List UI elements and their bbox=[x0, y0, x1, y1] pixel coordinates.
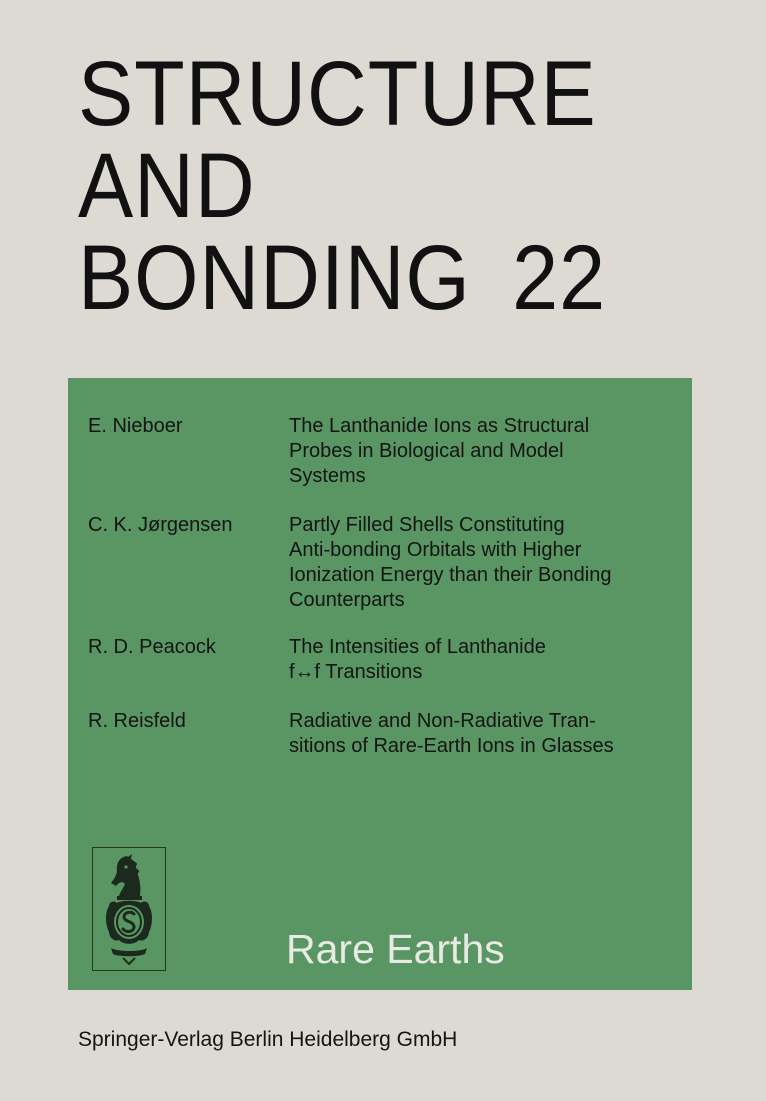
entry-title-line: Anti-bonding Orbitals with Higher bbox=[289, 539, 582, 561]
entry-title-line: Radiative and Non-Radiative Tran- bbox=[289, 710, 596, 732]
entry-author: E. Nieboer bbox=[88, 415, 183, 437]
volume-subtitle: Rare Earths bbox=[286, 926, 505, 972]
entry-paper-title bbox=[289, 709, 689, 759]
entry-author: R. Reisfeld bbox=[88, 710, 186, 732]
entry-title-line: The Intensities of Lanthanide bbox=[289, 636, 546, 658]
springer-knight-emblem-icon bbox=[92, 847, 166, 971]
entry-title-line: Partly Filled Shells Constituting bbox=[289, 514, 565, 536]
series-title-line-1: STRUCTURE bbox=[78, 43, 597, 145]
entry-paper-title bbox=[289, 635, 689, 685]
series-title bbox=[78, 43, 607, 329]
entry-title-line: Systems bbox=[289, 465, 366, 487]
springer-emblem-graphic bbox=[93, 848, 165, 970]
entry-title-line: Ionization Energy than their Bonding bbox=[289, 564, 612, 586]
entry-paper-title bbox=[289, 414, 689, 489]
entry-paper-title bbox=[289, 513, 689, 613]
entry-author: R. D. Peacock bbox=[88, 636, 216, 658]
entry-title-line: f↔f Transitions bbox=[289, 661, 423, 683]
series-title-word: BONDING bbox=[78, 227, 471, 329]
series-title-line-2: AND bbox=[78, 135, 256, 237]
entry-title-line: The Lanthanide Ions as Structural bbox=[289, 415, 590, 437]
entry-title-line: Probes in Biological and Model bbox=[289, 440, 564, 462]
entry-author: C. K. Jørgensen bbox=[88, 514, 233, 536]
entry-title-line: sitions of Rare-Earth Ions in Glasses bbox=[289, 735, 614, 757]
contents-panel bbox=[68, 378, 692, 990]
publisher-imprint: Springer-Verlag Berlin Heidelberg GmbH bbox=[78, 1028, 458, 1051]
series-title-line-3 bbox=[78, 227, 607, 329]
volume-number: 22 bbox=[512, 227, 607, 329]
entry-title-line: Counterparts bbox=[289, 589, 405, 611]
